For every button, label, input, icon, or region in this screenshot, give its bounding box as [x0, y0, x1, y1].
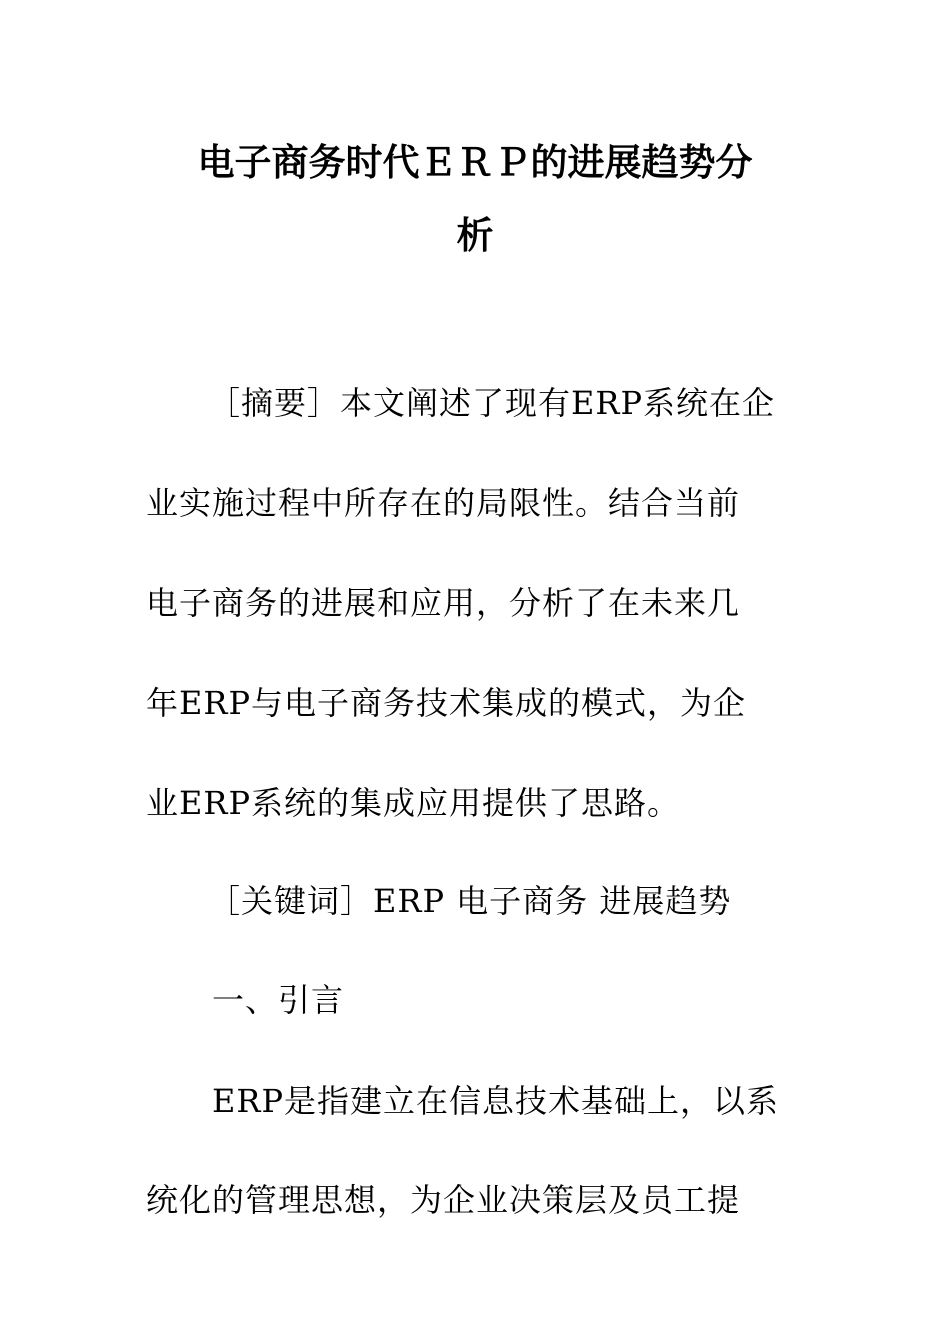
- abstract-line-1: ［摘要］本文阐述了现有ERP系统在企: [208, 384, 775, 422]
- title-line-2: 析: [456, 213, 494, 257]
- abstract-line-5: 业ERP系统的集成应用提供了思路。: [146, 784, 680, 822]
- section-heading: 一、引言: [212, 981, 345, 1019]
- abstract-line-3: 电子商务的进展和应用，分析了在未来几: [146, 584, 741, 622]
- title-line-1: 电子商务时代ＥＲＰ的进展趋势分: [197, 140, 753, 184]
- abstract-line-4: 年ERP与电子商务技术集成的模式，为企: [146, 684, 746, 722]
- intro-line-2: 统化的管理思想，为企业决策层及员工提: [146, 1181, 741, 1219]
- intro-line-1: ERP是指建立在信息技术基础上，以系: [212, 1082, 779, 1120]
- keywords-line: ［关键词］ERP 电子商务 进展趋势: [208, 882, 732, 920]
- abstract-line-2: 业实施过程中所存在的局限性。结合当前: [146, 484, 741, 522]
